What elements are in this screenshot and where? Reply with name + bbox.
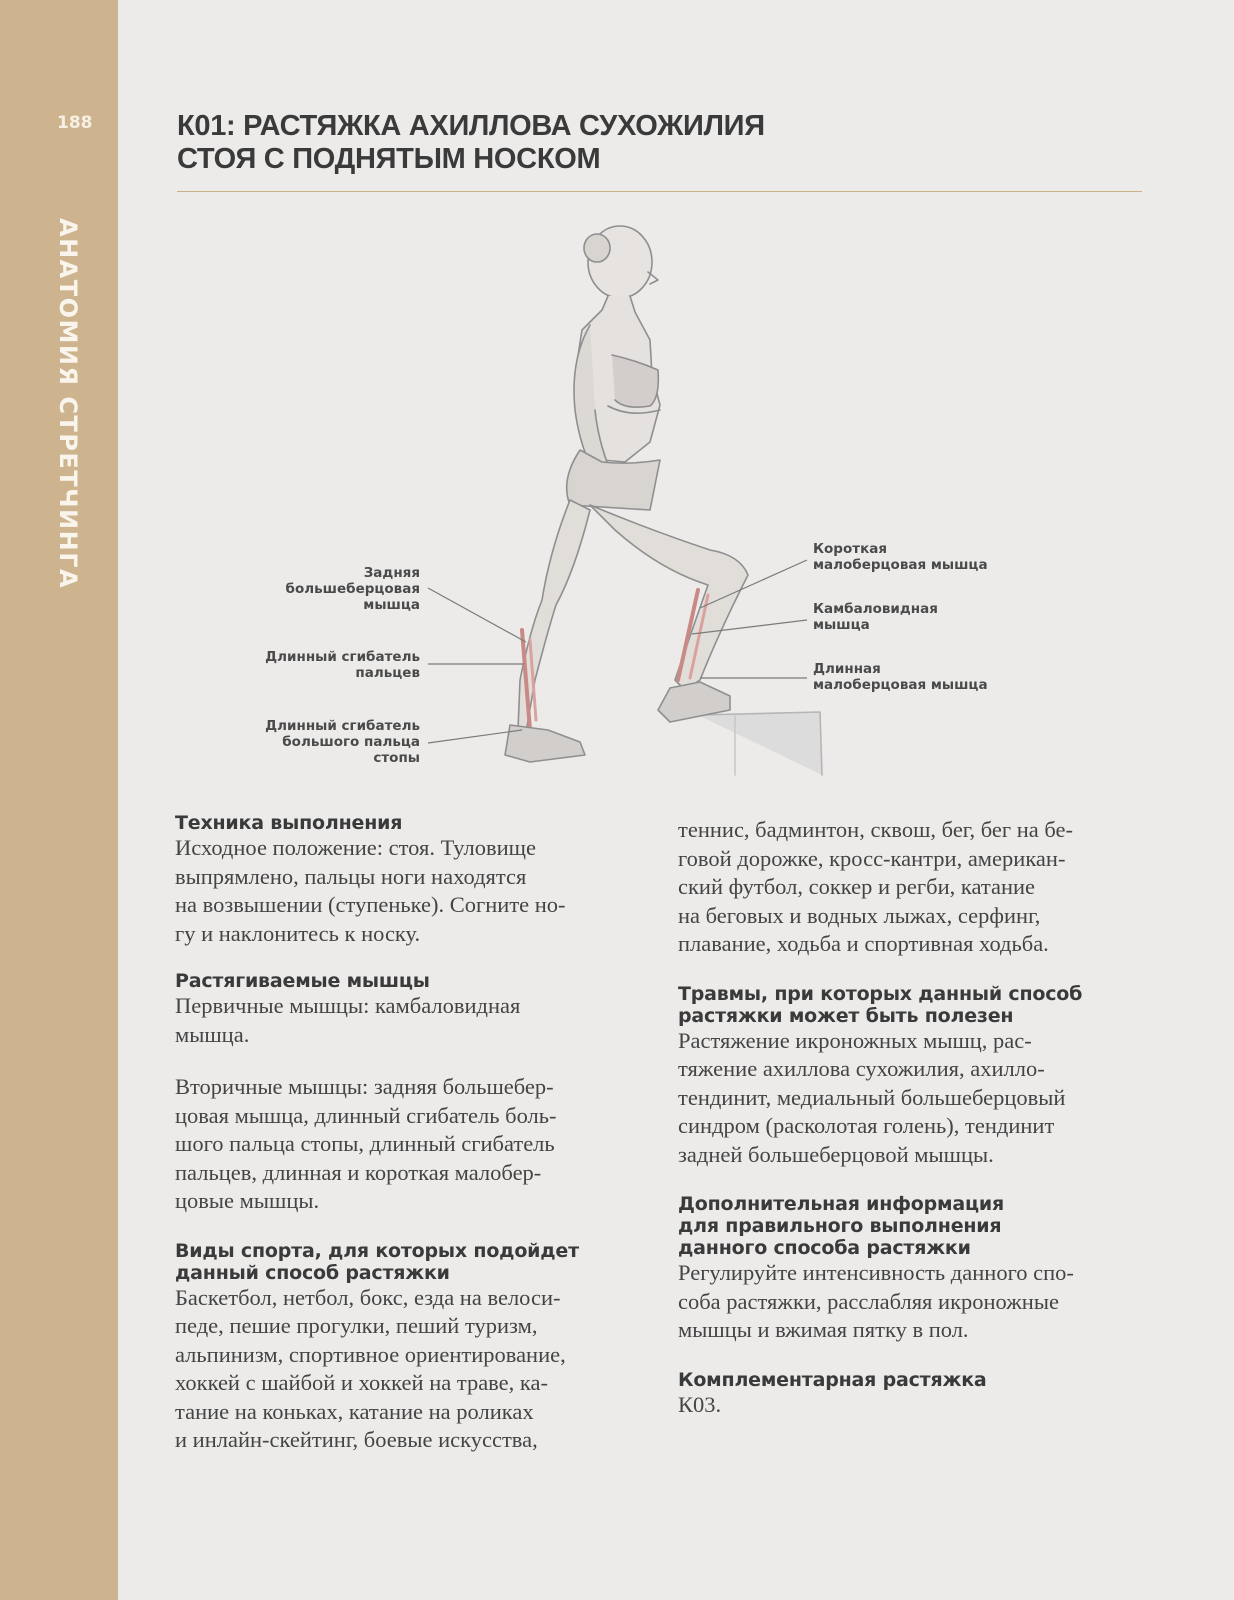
muscles-heading: Растягиваемые мышцы <box>175 970 430 992</box>
extra-info-body: Регулируйте интенсивность данного спо- соба растяжки, расслабляя икроножные мышцы и вжимая пятку в пол. <box>678 1260 1074 1342</box>
label-flexor-hallucis-longus: Длинный сгибатель большого пальца стопы <box>265 718 420 766</box>
label-soleus: Камбаловидная мышца <box>813 601 938 633</box>
section-complementary <box>678 1369 1143 1420</box>
head <box>584 226 658 298</box>
shoes <box>505 682 730 762</box>
complementary-body: К03. <box>678 1391 722 1417</box>
section-extra-info <box>678 1193 1143 1345</box>
section-injuries <box>678 983 1143 1170</box>
title-rule <box>177 191 1142 192</box>
muscles-primary: Первичные мышцы: камбаловидная мышца. <box>175 993 521 1047</box>
page-title <box>177 110 1137 176</box>
injuries-body: Растяжение икроножных мышц, рас- тяжение ахиллова сухожилия, ахилло- тендинит, медиальный большеберцовый синдром (расколотая голень), тендинит задней большеберцовой мышцы. <box>678 1027 1066 1167</box>
text-column-left <box>175 812 640 1455</box>
section-sports-continued <box>678 816 1143 959</box>
text-column-right <box>678 816 1143 1419</box>
section-sports <box>175 1240 640 1455</box>
sports-heading: Виды спорта, для которых подойдет данный способ растяжки <box>175 1239 579 1284</box>
technique-heading: Техника выполнения <box>175 812 403 834</box>
sports-body-left: Баскетбол, нетбол, бокс, езда на велоси- педе, пешие прогулки, пеший туризм, альпинизм, спортивное ориентирование, хоккей с шайбой и хоккей на траве, ка- тание на коньках, катание на роликах и инлайн-скейтинг, боевые искусства, <box>175 1284 566 1452</box>
standing-leg <box>518 500 590 732</box>
page-title-line-1: К01: РАСТЯЖКА АХИЛЛОВА СУХОЖИЛИЯ <box>177 110 765 142</box>
extra-info-heading: Дополнительная информация для правильного выполнения данного способа растяжки <box>678 1193 1004 1259</box>
running-title: АНАТОМИЯ СТРЕТЧИНГА <box>54 218 82 590</box>
page-title-line-2: СТОЯ С ПОДНЯТЫМ НОСКОМ <box>177 143 601 175</box>
section-muscles <box>175 970 640 1216</box>
step-block <box>698 712 822 775</box>
injuries-heading: Травмы, при которых данный способ растяжки может быть полезен <box>678 982 1083 1027</box>
sports-body-right: теннис, бадминтон, сквош, бег, бег на бе- говой дорожке, кросс-кантри, американ- ский футбол, соккер и регби, катание на беговых и водных лыжах, серфинг, плавание, ходьба и спортивная ходьба. <box>678 817 1074 956</box>
label-tibialis-posterior: Задняя большеберцовая мышца <box>285 565 420 613</box>
label-peroneus-longus: Длинная малоберцовая мышца <box>813 661 988 693</box>
label-flexor-digitorum-longus: Длинный сгибатель пальцев <box>265 649 420 681</box>
label-peroneus-brevis: Короткая малоберцовая мышца <box>813 541 988 573</box>
technique-body: Исходное положение: стоя. Туловище выпрямлено, пальцы ноги находятся на возвышении (ступеньке). Согните но- гу и наклонитесь к носку. <box>175 835 566 946</box>
figure-drawing <box>230 210 1010 790</box>
muscles-secondary: Вторичные мышцы: задняя большебер- цовая мышца, длинный сгибатель боль- шого пальца стопы, длинный сгибатель пальцев, длинная и короткая малобер- цовые мышцы. <box>175 1074 557 1213</box>
section-technique <box>175 812 640 948</box>
complementary-heading: Комплементарная растяжка <box>678 1368 987 1391</box>
sidebar-band <box>0 0 118 1600</box>
exercise-illustration <box>230 210 1010 790</box>
page-number: 188 <box>57 113 93 133</box>
